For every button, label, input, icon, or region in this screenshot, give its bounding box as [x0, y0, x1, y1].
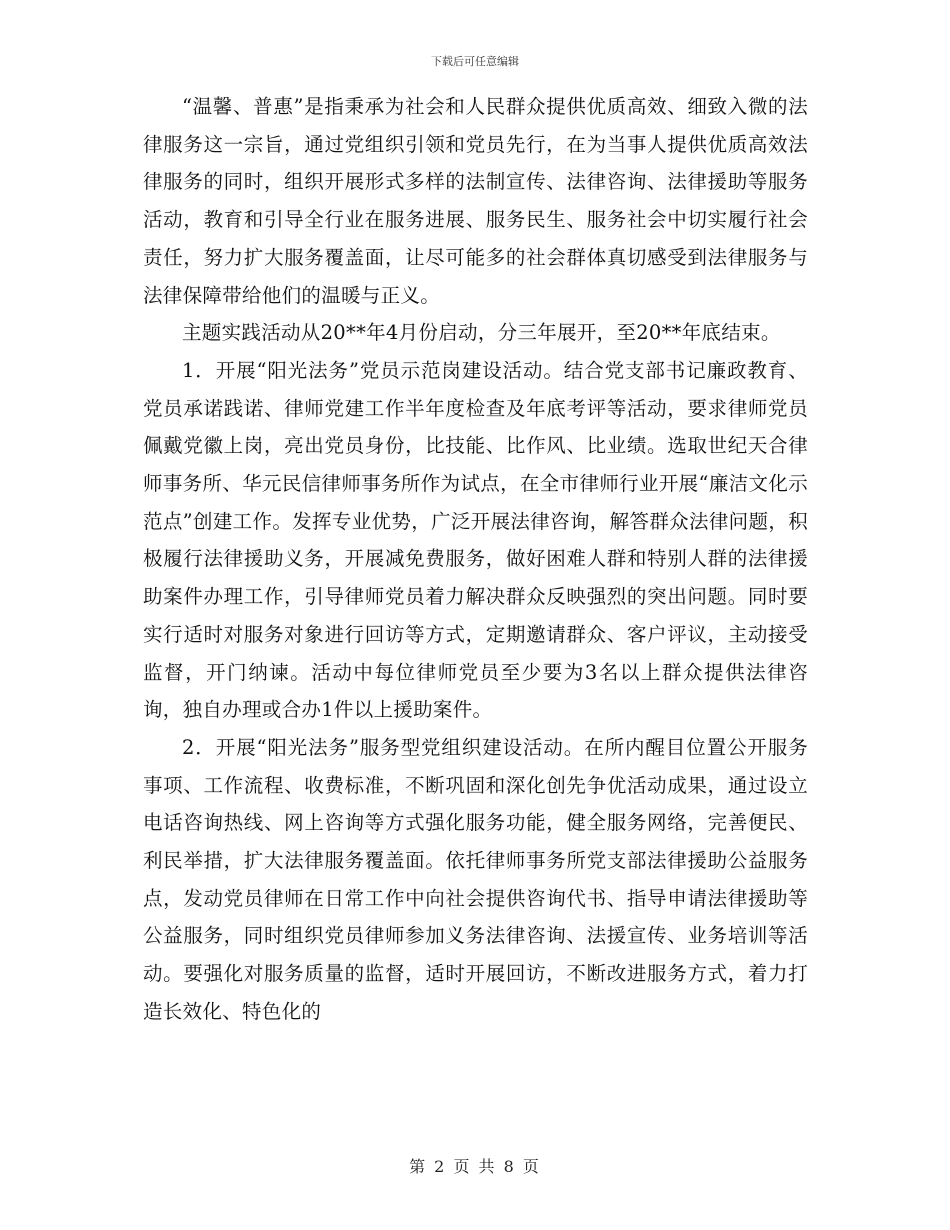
- paragraph-timeline: 主题实践活动从20**年4月份启动，分三年展开，至20**年底结束。: [182, 321, 781, 345]
- page-number-footer: 第 2 页 共 8 页: [409, 1157, 541, 1176]
- paragraph-item-1: 1．开展“阳光法务”党员示范岗建设活动。结合党支部书记廉政教育、党员承诺践诺、律师党建工作半年度检查及年底考评等活动，要求律师党员佩戴党徽上岗，亮出党员身份，比技能、比作风、比业绩。选取世纪天合律师事务所、华元民信律师事务所作为试点，在全市律师行业开展“廉洁文化示范点”创建工作。发挥专业优势，广泛开展法律咨询，解答群众法律问题，积极履行法律援助义务，开展减免费服务，做好困难人群和特别人群的法律援助案件办理工作，引导律师党员着力解决群众反映强烈的突出问题。同时要实行适时对服务对象进行回访等方式，定期邀请群众、客户评议，主动接受监督，开门纳谏。活动中每位律师党员至少要为3名以上群众提供法律咨询，独自办理或合办1件以上援助案件。: [143, 358, 808, 722]
- paragraph-item-2: 2．开展“阳光法务”服务型党组织建设活动。在所内醒目位置公开服务事项、工作流程、收费标准，不断巩固和深化创先争优活动成果，通过设立电话咨询热线、网上咨询等方式强化服务功能，健全服务网络，完善便民、利民举措，扩大法律服务覆盖面。依托律师事务所党支部法律援助公益服务点，发动党员律师在日常工作中向社会提供咨询代书、指导申请法律援助等公益服务，同时组织党员律师参加义务法律咨询、法援宣传、业务培训等活动。要强化对服务质量的监督，适时开展回访，不断改进服务方式，着力打造长效化、特色化的: [143, 735, 808, 1023]
- paragraph-intro: “温馨、普惠”是指秉承为社会和人民群众提供优质高效、细致入微的法律服务这一宗旨，通过党组织引领和党员先行，在为当事人提供优质高效法律服务的同时，组织开展形式多样的法制宣传、法律咨询、法律援助等服务活动，教育和引导全行业在服务进展、服务民生、服务社会中切实履行社会责任，努力扩大服务覆盖面，让尽可能多的社会群体真切感受到法律服务与法律保障带给他们的温暖与正义。: [143, 95, 808, 307]
- document-body: [143, 88, 808, 1031]
- page-header: 下载后可任意编辑: [431, 55, 519, 68]
